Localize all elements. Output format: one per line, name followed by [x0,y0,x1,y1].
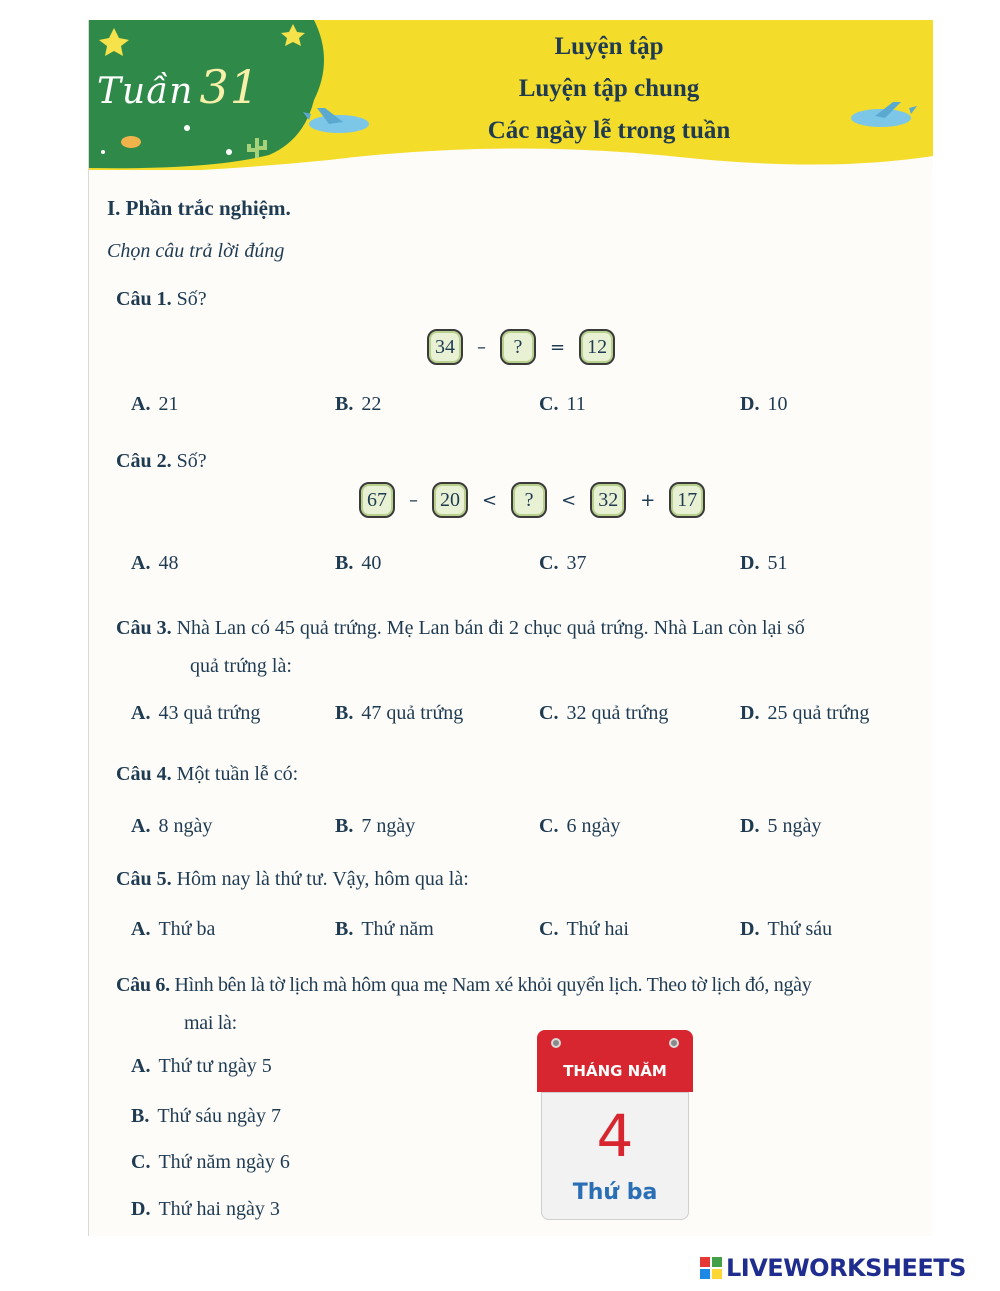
option-text: Thứ sáu [767,918,833,940]
option-b[interactable] [131,1105,281,1128]
option-b[interactable] [335,815,415,838]
option-text: Thứ ba [158,918,216,940]
number-box: 17 [669,482,705,518]
option-text: Thứ năm ngày 6 [158,1151,290,1173]
question-text: Số? [176,288,207,310]
option-text: 10 [767,393,788,415]
option-letter: C. [539,918,559,940]
option-a[interactable] [131,393,178,416]
option-letter: A. [131,815,151,837]
option-letter: D. [740,918,760,940]
question-2 [116,450,207,473]
option-text: 51 [767,552,788,574]
option-text: Thứ sáu ngày 7 [157,1105,281,1127]
option-text: 43 quả trứng [158,702,261,724]
question-text: Hôm nay là thứ tư. Vậy, hôm qua là: [176,868,469,890]
number-box: 20 [432,482,468,518]
option-text: Thứ năm [361,918,434,940]
logo-square [712,1269,722,1279]
question-text: Một tuần lễ có: [176,763,299,785]
lesson-title: Luyện tập chung [518,75,700,102]
question-3 [116,609,916,685]
calendar-page [537,1030,693,1224]
option-letter: D. [740,815,760,837]
header-wave [89,138,933,170]
option-letter: B. [335,702,354,724]
option-a[interactable] [131,702,260,725]
option-letter: B. [335,393,354,415]
option-letter: D. [740,552,760,574]
worksheet-page [88,20,932,1236]
number-box: 12 [579,329,615,365]
week-number: 31 [199,60,260,114]
option-d[interactable] [740,552,787,575]
operator: < [561,489,577,511]
header-banner [89,20,933,170]
question-label: Câu 5. [116,868,172,890]
option-letter: B. [335,918,354,940]
option-d[interactable] [131,1198,280,1221]
week-label: Tuần [97,71,194,112]
question-text-continued: mai là: [184,1012,237,1034]
question-text: Nhà Lan có 45 quả trứng. Mẹ Lan bán đi 2 chục quả trứng. Nhà Lan còn lại số [176,617,805,639]
option-text: 11 [566,393,586,415]
week-title [97,60,260,114]
number-box: 67 [359,482,395,518]
option-letter: C. [539,815,559,837]
option-text: 48 [158,552,179,574]
option-d[interactable] [740,393,787,416]
option-c[interactable] [539,393,586,416]
calendar-month: THÁNG NĂM [563,1062,667,1080]
option-text: 22 [361,393,382,415]
option-c[interactable] [539,815,620,838]
option-a[interactable] [131,552,178,575]
option-text: Thứ tư ngày 5 [158,1055,272,1077]
option-text: 8 ngày [158,815,213,837]
option-letter: C. [539,702,559,724]
option-letter: A. [131,918,151,940]
calendar-weekday: Thứ ba [572,1180,658,1205]
option-letter: D. [131,1198,151,1220]
lesson-titles [389,26,829,152]
option-a[interactable] [131,918,215,941]
option-d[interactable] [740,815,821,838]
option-c[interactable] [539,918,629,941]
option-text: 37 [566,552,587,574]
number-box: 34 [427,329,463,365]
option-d[interactable] [740,702,869,725]
option-letter: B. [335,552,354,574]
option-text: 25 quả trứng [767,702,870,724]
option-b[interactable] [335,393,381,416]
question-text-continued: quả trứng là: [190,655,292,677]
option-b[interactable] [335,918,434,941]
option-text: 6 ngày [566,815,621,837]
answer-box[interactable]: ? [500,329,536,365]
logo-square [712,1257,722,1267]
option-letter: A. [131,1055,151,1077]
question-text: Hình bên là tờ lịch mà hôm qua mẹ Nam xé khỏi quyển lịch. Theo tờ lịch đó, ngày [174,974,812,996]
option-b[interactable] [335,702,463,725]
lesson-title: Các ngày lễ trong tuần [487,117,731,144]
option-letter: D. [740,702,760,724]
airplane-icon [841,96,921,136]
option-letter: D. [740,393,760,415]
option-c[interactable] [131,1151,290,1174]
airplane-icon [299,102,379,142]
option-c[interactable] [539,702,668,725]
option-b[interactable] [335,552,381,575]
option-c[interactable] [539,552,586,575]
answer-box[interactable]: ? [511,482,547,518]
question-label: Câu 2. [116,450,172,472]
calendar-day: 4 [596,1102,634,1170]
option-d[interactable] [740,918,832,941]
logo-square [700,1257,710,1267]
option-text: Thứ hai ngày 3 [158,1198,280,1220]
option-text: Thứ hai [566,918,629,940]
option-letter: B. [335,815,354,837]
option-a[interactable] [131,1055,272,1078]
logo-square [700,1269,710,1279]
option-text: 32 quả trứng [566,702,669,724]
option-text: 7 ngày [361,815,416,837]
option-letter: C. [131,1151,151,1173]
operator: + [640,489,656,511]
logo-text: LIVEWORKSHEETS [726,1254,966,1282]
instruction: Chọn câu trả lời đúng [107,240,285,262]
option-letter: A. [131,393,151,415]
option-letter: C. [539,393,559,415]
question-5 [116,868,469,891]
option-letter: B. [131,1105,150,1127]
calendar-ring-icon [551,1038,561,1048]
question-label: Câu 3. [116,617,172,639]
question-4 [116,763,298,786]
option-letter: C. [539,552,559,574]
option-letter: A. [131,702,151,724]
number-box: 32 [590,482,626,518]
option-text: 21 [158,393,179,415]
option-text: 40 [361,552,382,574]
option-text: 5 ngày [767,815,822,837]
option-a[interactable] [131,815,212,838]
question-6 [116,966,916,1042]
question-label: Câu 1. [116,288,172,310]
calendar-ring-icon [669,1038,679,1048]
section-title: I. Phần trắc nghiệm. [107,196,291,220]
operator: – [477,336,486,358]
question-label: Câu 6. [116,974,170,996]
liveworksheets-logo [700,1254,966,1282]
question-label: Câu 4. [116,763,172,785]
expression-q2 [359,482,705,518]
logo-icon [700,1257,722,1279]
operator: = [550,336,566,358]
operator: < [482,489,498,511]
option-letter: A. [131,552,151,574]
question-text: Số? [176,450,207,472]
lesson-title: Luyện tập [554,33,664,60]
option-text: 47 quả trứng [361,702,464,724]
operator: – [409,489,418,511]
question-1 [116,288,207,311]
expression-q1 [427,329,615,365]
